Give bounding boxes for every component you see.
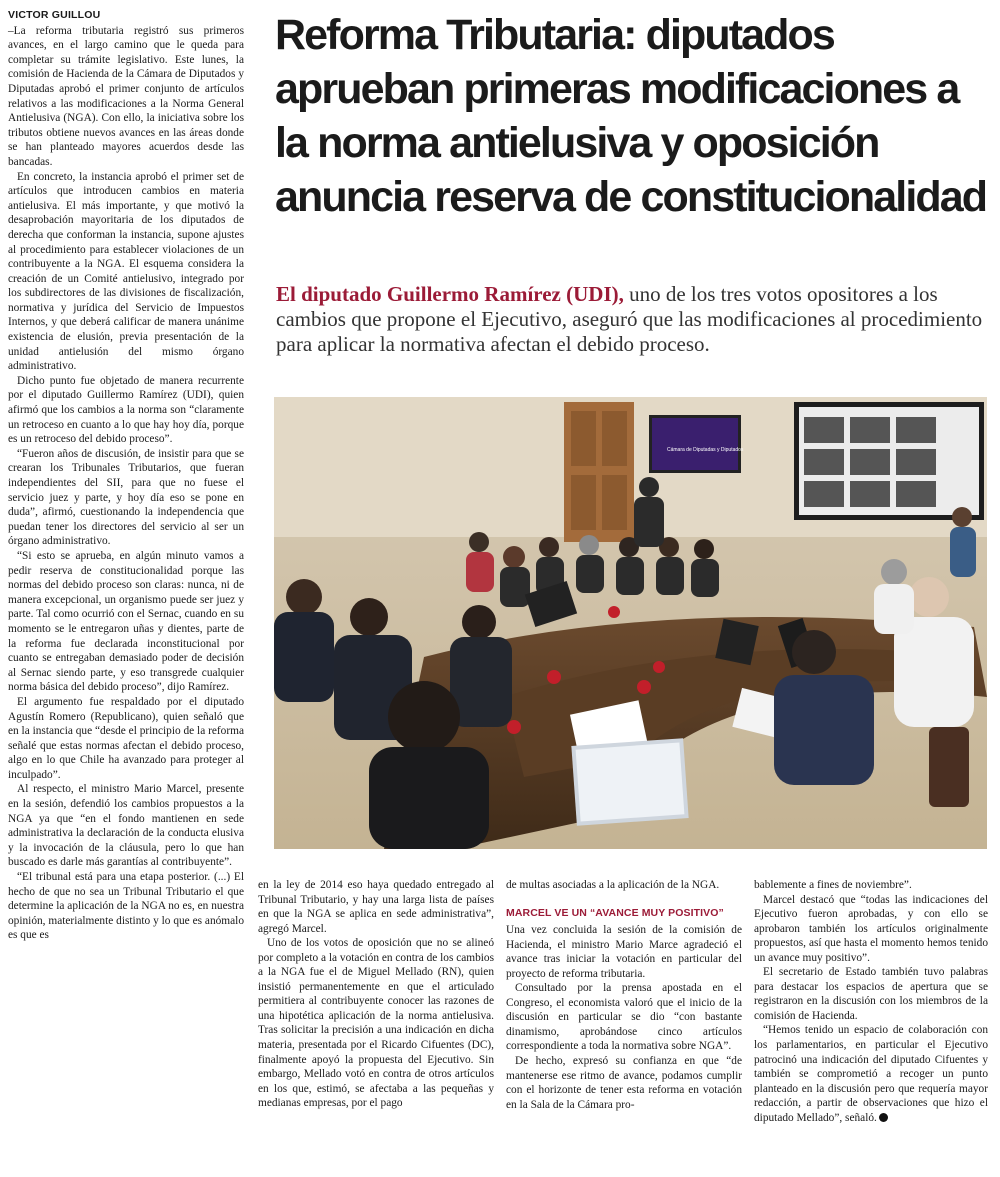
body-paragraph: El secretario de Estado también tuvo palabras para destacar los espacios de apertura que se registraron en la discusión con los miembros de la comisión de Hacienda. [754, 966, 988, 1022]
deck-lead: El diputado Guillermo Ramírez (UDI), [276, 282, 624, 306]
headline: Reforma Tributaria: diputados aprueban primeras modificaciones a la norma antielusiva y oposición anuncia reserva de constitucionalidad [275, 11, 987, 221]
body-paragraph: En concreto, la instancia aprobó el primer set de artículos que introducen cambios en materia antielusiva. El más importante, y que motivó la desaprobación mayoritaria de los diputados de derecha que conforman la instancia, supone ajustes al procedimiento para establecer violaciones de un contribuyente a la NGA. El esquema considera la creación de un Comité antielusivo, integrado por los subdirectores de las divisiones de fiscalización, normativa y jurídica del Servicio de Impuestos Internos, y que deberá calificar de manera unánime existencia de elusión, previa presentación de la unidad antielusión del mismo órgano administrativo. [8, 170, 244, 373]
body-paragraph: Consultado por la prensa apostada en el Congreso, el economista valoró que el inicio de la discusión en particular se dio “con bastante dinamismo, aprobándose cinco artículos correspondiente a toda la normativa sobre NGA”. [506, 982, 742, 1053]
article-column-4 [754, 878, 988, 1125]
body-paragraph: –La reforma tributaria registró sus primeros avances, en el largo camino que le queda para completar su trámite legislativo. Este lunes, la comisión de Hacienda de la Cámara de Diputados y Diputadas aprobó el primer conjunto de artículos relativos a las modificaciones a la Norma General Antielusiva (NGA). Con ello, la iniciativa sobre los tributos obtiene nuevos avances en las áreas donde se han planteado mayores acuerdos desde las bancadas. [8, 24, 244, 168]
article-column-3 [506, 878, 742, 1112]
body-paragraph [754, 1023, 988, 1125]
body-paragraph: Dicho punto fue objetado de manera recurrente por el diputado Guillermo Ramírez (UDI), quien afirmó que los cambios a la norma son “claramente un retroceso en cuanto a lo que hay hoy día, porque es un retroceso del debido proceso”. [8, 374, 244, 446]
end-of-article-icon [879, 1113, 888, 1122]
deck-text: uno de los tres votos opositores a los cambios que propone el Ejecutivo, aseguró que las modificaciones al procedimiento para aplicar la normativa afectan el debido proceso. [276, 282, 983, 356]
foreground-person [369, 747, 489, 849]
body-paragraph: Al respecto, el ministro Mario Marcel, presente en la sesión, defendió los cambios propuestos a la NGA ya que “en el fondo mantienen en sede administrativa la declaración de la conducta elusiva y la invocación de la cláusula, pero lo que han buscado es darle más garantías al contribuyente”. [8, 783, 244, 869]
body-paragraph: “Fueron años de discusión, de insistir para que se crearan los Tribunales Tributarios, que fueran independientes del SII, para que no fuese el servicio juez y parte, y hoy día eso se pone en duda”, afirmó, cuestionando la independencia que puedan tener los directores del servicio al ser un órgano administrativo. [8, 447, 244, 548]
body-paragraph: en la ley de 2014 eso haya quedado entregado al Tribunal Tributario, y hay una larga lista de países en que la NGA se aplica en sede administrativa”, agregó Marcel. [258, 879, 494, 935]
tv-screen-text: Cámara de Diputadas y Diputados [667, 447, 744, 453]
body-paragraph: “Si esto se aprueba, en algún minuto vamos a pedir reserva de constitucionalidad porque las normas del debido proceso son claras: nunca, ni de manera excepcional, un organismo puede ser juez y parte. Tal como ocurrió con el Sernac, cuando en su momento se le entregaron uñas y dientes, parte de la reforma fue declarada inconstitucional por cuanto se entregaban demasiado poder de decisión al Sernac siendo parte, y eso transgrede cualquier norma básica del debido proceso”, dijo Ramírez. [8, 549, 244, 694]
body-paragraph: Uno de los votos de oposición que no se alineó por completo a la votación en contra de los cambios a la NGA fue el de Miguel Mellado (RN), quien insistió permanentemente en que el articulado permitiera al contribuyente conocer las razones de una hipotética aplicación de la norma antielusiva. Tras solicitar la precisión a una indicación en dicha materia, presentada por el Ricardo Cifuentes (DC), finalmente apoyó la propuesta del Ejecutivo. Sin embargo, Mellado votó en contra de otros artículos en los que, estimó, se afectaba a las pequeñas y medianas empresas, por el pago [258, 937, 494, 1110]
committee-session-photo [274, 397, 987, 849]
section-subhead: MARCEL VE UN “AVANCE MUY POSITIVO” [506, 906, 724, 919]
body-paragraph: Marcel destacó que “todas las indicaciones del Ejecutivo fueron aprobadas, y con ello se aprobaron también los artículos originalmente propuestos, así que hasta el momento hemos tenido un avance muy positivo”. [754, 893, 988, 964]
body-paragraph: De hecho, expresó su confianza en que “de mantenerse ese ritmo de avance, podamos cumplir con el horizonte de tener esta reforma en votación en la Sala de la Cámara pro- [506, 1055, 742, 1111]
article-column-2 [258, 878, 494, 1111]
tv-screen [652, 418, 738, 470]
body-paragraph: El argumento fue respaldado por el diputado Agustín Romero (Republicano), quien señaló que en la instancia que “desde el principio de la reforma señalé que estas normas afectan el debido proceso, algo en lo que Chile ha avanzado para proteger al inculpado”. [8, 695, 244, 781]
byline: VICTOR GUILLOU [8, 9, 101, 21]
deck-summary [276, 282, 988, 357]
body-paragraph: de multas asociadas a la aplicación de la NGA. [506, 879, 720, 891]
body-paragraph: Una vez concluida la sesión de la comisión de Hacienda, el ministro Mario Marce agradeció el avance tras iniciar la votación en particular del proyecto de reforma tributaria. [506, 924, 742, 980]
body-paragraph: “El tribunal está para una etapa posterior. (...) El hecho de que no sea un Tribunal Tributario el que determine la aplicación de la NGA no es, en nuestra opinión, materialmente distinto y lo que es anómalo es que es [8, 871, 244, 942]
body-paragraph: bablemente a fines de noviembre”. [754, 879, 912, 891]
camera-operator [634, 497, 664, 547]
closing-paragraph-text: “Hemos tenido un espacio de colaboración con los parlamentarios, en particular el Ejecutivo patrocinó una indicación del diputado Cifuentes y también se comprometió a recoger un punto planteado en la discusión pero que requería mayor redacción, a partir de observaciones que hizo el diputado Mellado”, señaló. [754, 1024, 988, 1124]
left-article-column [8, 8, 244, 943]
